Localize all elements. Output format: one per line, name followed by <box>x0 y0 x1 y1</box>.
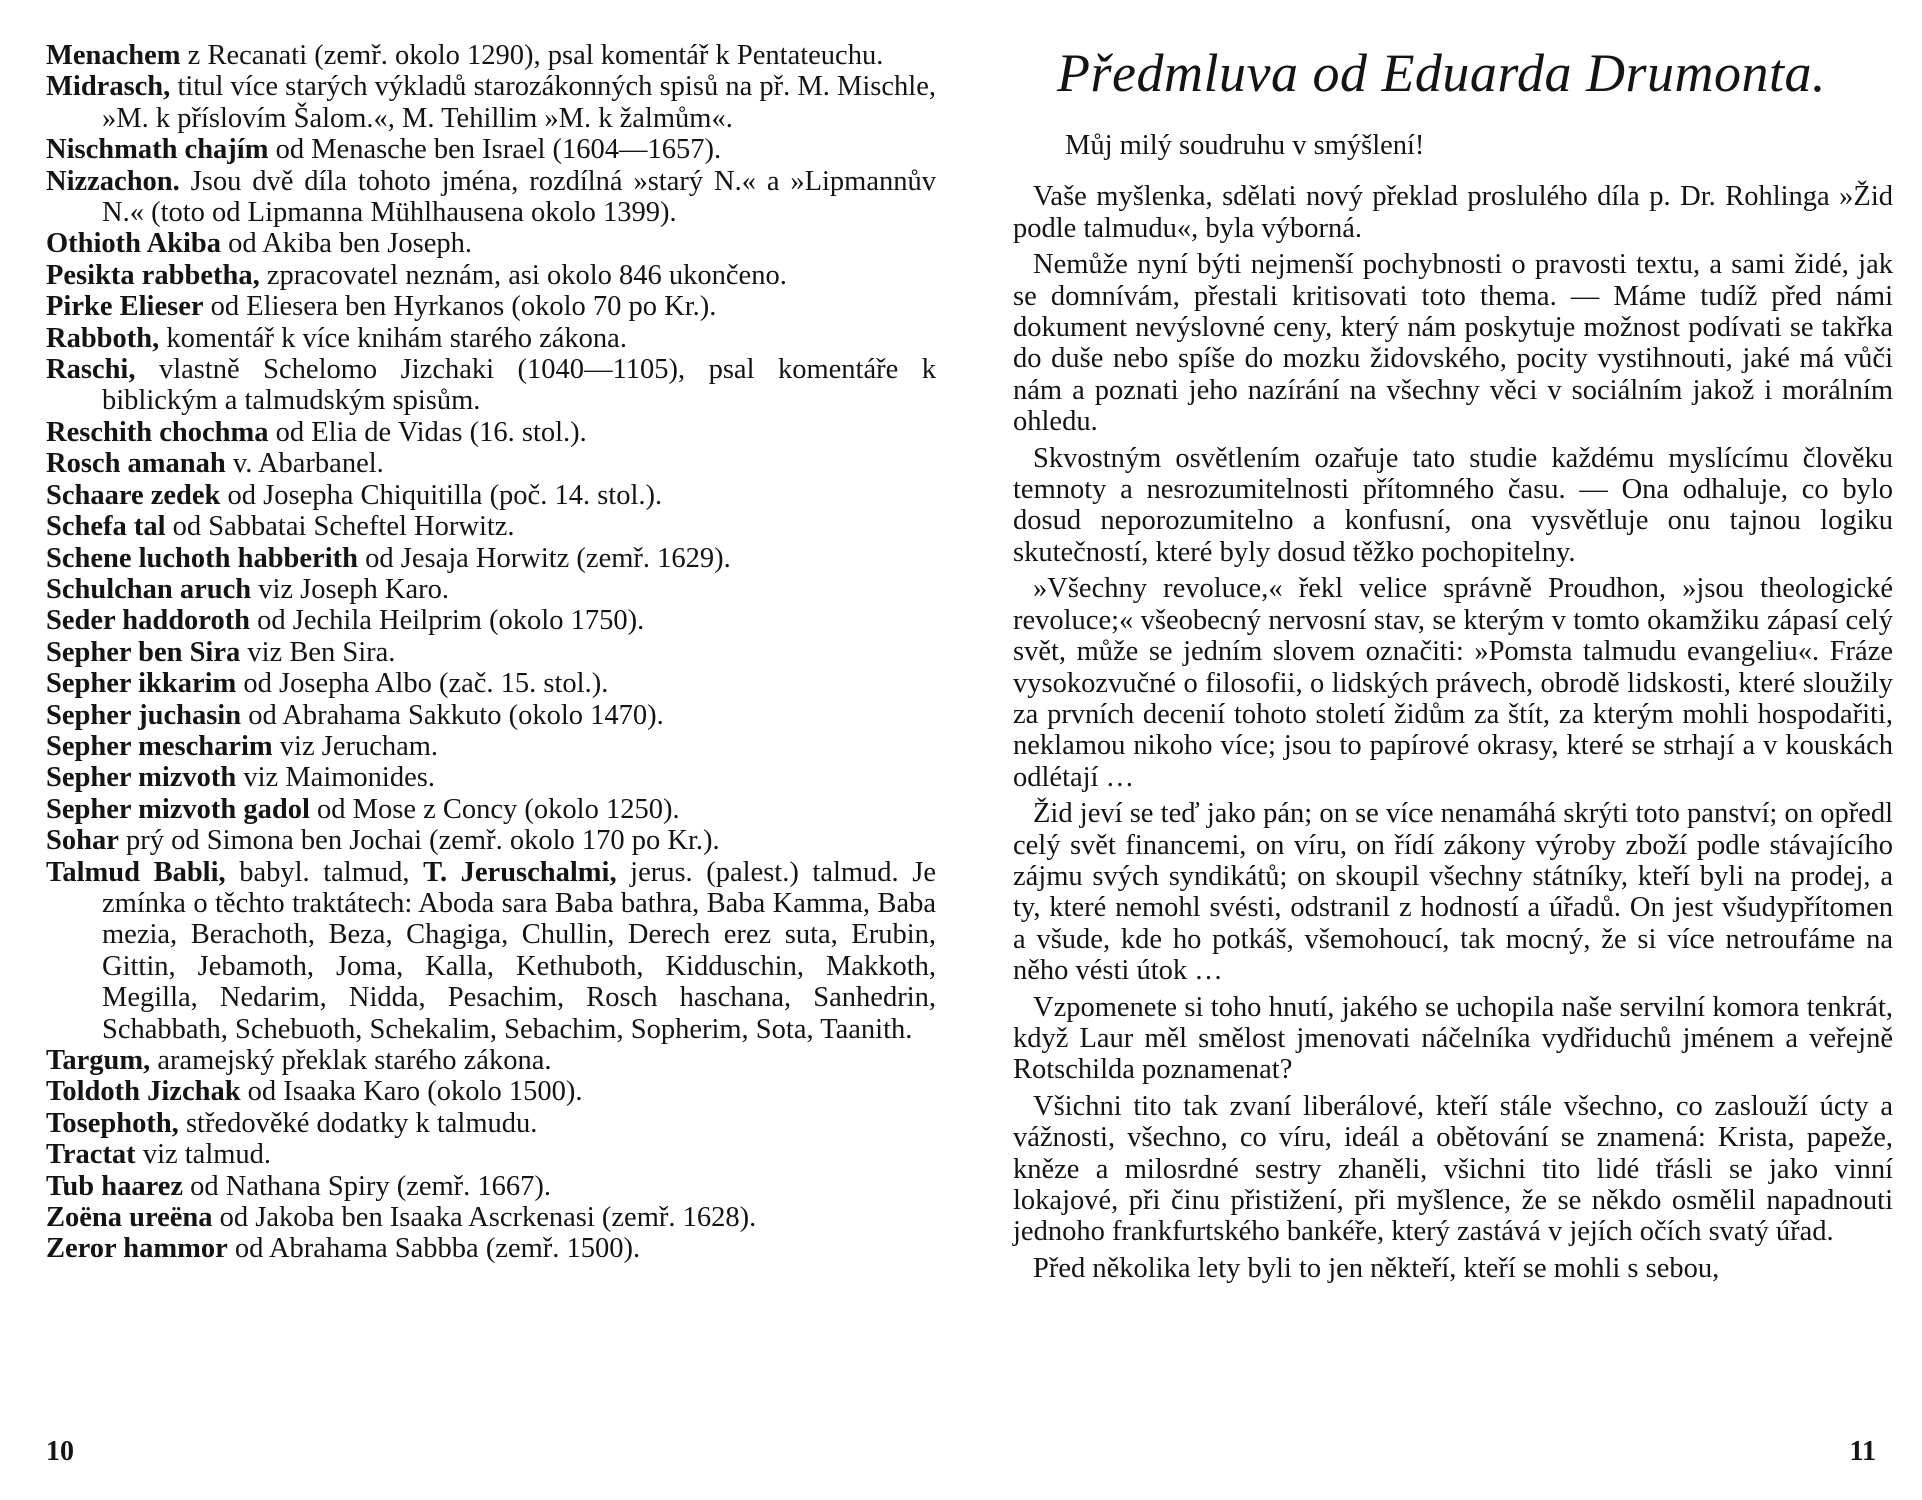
foreword-paragraphs <box>1013 181 1893 1284</box>
glossary-definition: prý od Simona ben Jochai (zemř. okolo 170 po Kr.). <box>118 825 720 857</box>
glossary-term: Schulchan aruch <box>46 573 252 605</box>
glossary-entry <box>46 1139 936 1170</box>
glossary-definition: od Abrahama Sakkuto (okolo 1470). <box>241 699 664 731</box>
glossary-definition: od Elia de Vidas (16. stol.). <box>268 416 587 448</box>
glossary-term: Toldoth Jizchak <box>46 1076 241 1108</box>
glossary-definition: v. Abarbanel. <box>225 448 384 480</box>
glossary-definition: od Akiba ben Joseph. <box>221 228 472 260</box>
glossary-definition: od Jakoba ben Isaaka Ascrkenasi (zemř. 1628). <box>212 1202 757 1234</box>
glossary-definition: jerus. (palest.) talmud. Je zmínka o těchto traktátech: Aboda sara Baba bathra, Baba Kamma, Baba mezia, Berachoth, Beza, Chagiga, Chullin, Derech erez suta, Erubin, Gittin, Jebamoth, Joma, Kalla, Kethuboth, Kidduschin, Makkoth, Megilla, Nedarim, Nidda, Pesachim, Rosch haschana, Sanhedrin, Schabbath, Schebuoth, Schekalim, Sebachim, Sopherim, Sota, Taanith. <box>102 856 936 1045</box>
glossary-term: Menachem <box>46 40 181 71</box>
foreword-paragraph: Všichni tito tak zvaní liberálové, kteří stále všechno, co zaslouží úcty a vážnosti, všechno, co víru, ideál a obětování se znamená: Krista, papeže, kněze a milosrdné sestry zhaněli, všichni tito lidé třásli se jako vinní lokajové, při činu přistižení, při myšlence, že se někdo osmělil napadnouti jednoho frankfurtského bankéře, který zastává v jejích očích svatý úřad. <box>1013 1090 1893 1248</box>
glossary-definition: od Eliesera ben Hyrkanos (okolo 70 po Kr.). <box>203 291 717 323</box>
glossary-term: Sepher mizvoth <box>46 762 237 794</box>
glossary-definition: viz Joseph Karo. <box>251 573 449 605</box>
glossary-entry <box>46 1108 936 1139</box>
glossary-entry <box>46 794 936 825</box>
glossary-term: Schene luchoth habberith <box>46 542 358 574</box>
glossary-definition: aramejský překlak starého zákona. <box>150 1045 552 1076</box>
foreword-paragraph: Vaše myšlenka, sdělati nový překlad proslulého díla p. Dr. Rohlinga »Žid podle talmudu«, byla výborná. <box>1013 181 1893 244</box>
glossary-entry <box>46 574 936 605</box>
glossary-term: Sohar <box>46 825 119 857</box>
glossary-term: Sepher ben Sira <box>46 636 241 668</box>
glossary-definition: od Nathana Spiry (zemř. 1667). <box>183 1170 552 1202</box>
glossary-definition: od Josepha Albo (zač. 15. stol.). <box>236 668 609 700</box>
glossary-definition: od Abrahama Sabbba (zemř. 1500). <box>227 1233 641 1265</box>
glossary-definition: od Mose z Concy (okolo 1250). <box>309 793 680 825</box>
glossary-term: Rosch amanah <box>46 448 226 480</box>
glossary-term: Schefa tal <box>46 511 166 543</box>
glossary-term: Talmud Babli, <box>46 856 226 888</box>
glossary-entry <box>46 543 936 574</box>
glossary-entry <box>46 637 936 668</box>
glossary-term: T. Jeruschalmi, <box>423 856 617 888</box>
glossary-term: Schaare zedek <box>46 479 221 511</box>
glossary-term: Midrasch, <box>46 71 171 103</box>
glossary-entry <box>46 857 936 1045</box>
glossary-entry <box>46 1076 936 1107</box>
glossary-definition: viz Jerucham. <box>272 730 439 762</box>
glossary-term: Nischmath chajím <box>46 134 269 166</box>
page-number-right: 11 <box>1849 1436 1876 1467</box>
foreword-paragraph: Před několika lety byli to jen někteří, kteří se mohli s sebou, <box>1033 1252 1720 1284</box>
glossary-definition: z Recanati (zemř. okolo 1290), psal komentář k Pentateuchu. <box>180 40 884 71</box>
glossary-entry <box>46 354 936 417</box>
glossary-definition: od Sabbatai Scheftel Horwitz. <box>165 511 515 543</box>
glossary-term: Targum, <box>46 1045 151 1076</box>
right-page <box>961 0 1922 1500</box>
glossary-definition: od Menasche ben Israel (1604—1657). <box>268 134 722 166</box>
glossary-definition: Jsou dvě díla tohoto jména, rozdílná »starý N.« a »Lipmannův N.« (toto od Lipmanna Mühlhausena okolo 1399). <box>102 165 936 229</box>
page-number-left: 10 <box>46 1436 74 1467</box>
glossary-entry <box>46 762 936 793</box>
glossary-term: Pesikta rabbetha, <box>46 259 260 291</box>
glossary-term: Raschi, <box>46 354 136 386</box>
glossary-definition: od Isaaka Karo (okolo 1500). <box>240 1076 583 1108</box>
glossary-term: Sepher mizvoth gadol <box>46 793 310 825</box>
glossary-definition: titul více starých výkladů starozákonných spisů na př. M. Mischle, »M. k příslovím Šalom.«, M. Tehillim »M. k žalmům«. <box>102 71 936 134</box>
glossary-entry <box>46 1045 936 1076</box>
glossary-entry <box>46 323 936 354</box>
glossary-entry <box>46 134 936 165</box>
glossary-entry <box>46 511 936 542</box>
glossary-entry <box>46 480 936 511</box>
glossary-term: Zeror hammor <box>46 1233 228 1265</box>
glossary-entry <box>46 71 936 134</box>
foreword-paragraph: Nemůže nyní býti nejmenší pochybnosti o pravosti textu, a sami židé, jak se domnívám, přestali kritisovati toto thema. — Máme tudíž před námi dokument nevýslovné ceny, který nám poskytuje možnost podívati se takřka do duše nebo spíše do mozku židovského, pocity vystihnouti, jaké má vůči nám a poznati jeho nazírání na všechny věci v sociálním jakož i morálním ohledu. <box>1013 249 1893 438</box>
glossary-term: Seder haddoroth <box>46 605 251 637</box>
glossary-entry <box>46 40 936 71</box>
glossary-term: Pirke Elieser <box>46 291 204 323</box>
foreword-title: Předmluva od Eduarda Drumonta. <box>1057 43 1826 103</box>
glossary-entry <box>46 825 936 856</box>
foreword-paragraph: Skvostným osvětlením ozařuje tato studie každému myslícímu člověku temnoty a nesrozumitelnosti přítomného času. — Ona odhaluje, co bylo dosud neporozumitelno a konfusní, ona vysvětluje onu tajnou logiku skutečností, které byly dosud těžko pochopitelny. <box>1013 442 1893 568</box>
glossary-definition: komentář k více knihám starého zákona. <box>159 322 627 354</box>
glossary-term: Tub haarez <box>46 1170 184 1202</box>
glossary-entry <box>46 260 936 291</box>
glossary-term: Tosephoth, <box>46 1107 179 1139</box>
glossary-term: Sepher juchasin <box>46 699 242 731</box>
glossary-entry <box>46 1233 936 1264</box>
glossary-definition: od Jesaja Horwitz (zemř. 1629). <box>357 542 731 574</box>
glossary-entry <box>46 1202 936 1233</box>
glossary-definition: od Josepha Chiquitilla (poč. 14. stol.). <box>220 479 663 511</box>
glossary-entry <box>46 417 936 448</box>
glossary-term: Nizzachon. <box>46 165 180 197</box>
glossary-definition: zpracovatel neznám, asi okolo 846 ukončeno. <box>259 259 787 291</box>
glossary-definition: babyl. talmud, <box>225 856 424 888</box>
glossary-entry <box>46 291 936 322</box>
glossary-definition: od Jechila Heilprim (okolo 1750). <box>250 605 645 637</box>
glossary-definition: viz talmud. <box>135 1139 272 1171</box>
glossary-term: Rabboth, <box>46 322 160 354</box>
glossary-term: Tractat <box>46 1139 136 1171</box>
glossary-entry <box>46 1171 936 1202</box>
glossary-entry <box>46 668 936 699</box>
glossary-entry <box>46 700 936 731</box>
foreword-paragraph: »Všechny revoluce,« řekl velice správně Proudhon, »jsou theologické revoluce;« všeobecný nervosní stav, se kterým v tomto okamžiku zápasí celý svět, může se jedním slovem označiti: »Pomsta talmudu evangeliu«. Fráze vysokozvučné o filosofii, o lidských právech, obrodě lidskosti, které sloužily za prvních decenií tohoto století židům za štít, za kterým mohli hospodařiti, neklamou nikoho více; jsou to papírové okrasy, které se strhají a v kouskách odlétají … <box>1013 573 1893 793</box>
glossary-entry <box>46 448 936 479</box>
glossary-entry <box>46 731 936 762</box>
foreword-paragraph: Žid jeví se teď jako pán; on se více nenamáhá skrýti toto panství; on opředl celý svět financemi, on víru, on řídí zákony výroby zboží podle stávajícího zájmu svých syndikátů; on skoupil všechny státníky, kteří byli na prodej, a ty, které nemohl svésti, odstranil z hodností a úřadů. On jest všudypřítomen a všude, kde ho potkáš, všemohoucí, tak mocný, že si více netroufáme na něho vésti útok … <box>1013 798 1893 987</box>
glossary-definition: viz Ben Sira. <box>240 636 396 668</box>
glossary-term: Sepher mescharim <box>46 730 273 762</box>
glossary-entry <box>46 228 936 259</box>
foreword-body <box>1013 130 1893 1289</box>
glossary-entry <box>46 166 936 229</box>
glossary-term: Sepher ikkarim <box>46 668 237 700</box>
glossary-list <box>46 40 936 1265</box>
glossary-term: Reschith chochma <box>46 416 269 448</box>
foreword-paragraph: Vzpomenete si toho hnutí, jakého se uchopila naše servilní komora tenkrát, když Laur měl smělost jmenovati náčelníka vydřiduchů jménem a veřejně Rotschilda poznamenat? <box>1013 991 1893 1086</box>
glossary-definition: viz Maimonides. <box>236 762 435 794</box>
glossary-definition: vlastně Schelomo Jizchaki (1040—1105), psal komentáře k biblickým a talmudským spisům. <box>102 354 936 417</box>
salutation: Můj milý soudruhu v smýšlení! <box>1065 130 1425 161</box>
glossary-definition: středověké dodatky k talmudu. <box>178 1107 538 1139</box>
glossary-term: Zoëna ureëna <box>46 1202 213 1234</box>
glossary-entry <box>46 605 936 636</box>
glossary-term: Othioth Akiba <box>46 228 222 260</box>
